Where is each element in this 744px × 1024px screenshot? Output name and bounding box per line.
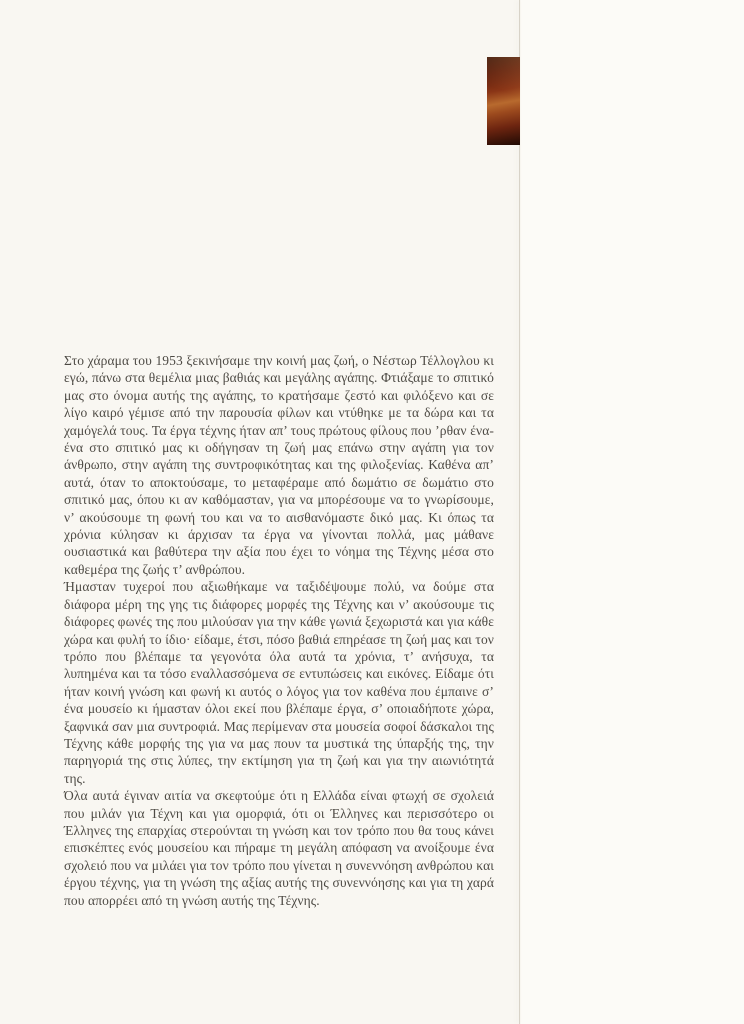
photo-fragment	[487, 57, 520, 145]
page-fold-area	[521, 0, 744, 1024]
paragraph-3: Όλα αυτά έγιναν αιτία να σκεφτούμε ότι η Ελλάδα είναι φτωχή σε σχολειά που μιλάν για Τέχνη και για ομορφιά, ότι οι Έλληνες και περισσότερο οι Έλληνες της επαρχίας στερούνται τη γνώση και τον τρόπο που θα τους κάνει επισκέπτες ενός μουσείου και πήραμε τη μεγάλη απόφαση να ανοίξουμε ένα σχολειό που να μιλάει για τον τρόπο που γίνεται η συνεννόηση ανθρώπου και έργου τέχνης, για τη γνώση της αξίας αυτής της συνεννόησης και για τη χαρά που απορρέει από τη γνώση αυτής της Τέχνης.	[64, 788, 494, 908]
page-fold-line	[519, 0, 520, 1024]
paragraph-1: Στο χάραμα του 1953 ξεκινήσαμε την κοινή μας ζωή, ο Νέστωρ Τέλλογλου κι εγώ, πάνω στα θεμέλια μιας βαθιάς και μεγάλης αγάπης. Φτιάξαμε το σπιτικό μας στο όνομα αυτής της αγάπης, το κρατήσαμε ζεστό και φιλόξενο και σε λίγο καιρό γέμισε από την παρουσία φίλων και ντύθηκε με τα δώρα και τα χαμόγελά τους. Τα έργα τέχνης ήταν απ’ τους πρώτους φίλους που ’ρθαν ένα-ένα στο σπιτικό μας κι οδήγησαν τη ζωή μας επάνω στην αγάπη για τον άνθρωπο, στην αγάπη της συντροφικότητας και της φιλοξενίας. Καθένα απ’ αυτά, όταν το αποκτούσαμε, το μεταφέραμε από δωμάτιο σε δωμάτιο στο σπιτικό μας, όπου κι αν καθόμασταν, για να μπορέσουμε να το γνωρίσουμε, ν’ ακούσουμε τη φωνή του και να το αισθανόμαστε δικό μας. Κι όπως τα χρόνια κύλησαν κι άρχισαν τα έργα να γίνονται πολλά, μας μάθανε ουσιαστικά και βαθύτερα την αξία που έχει το νόημα της Τέχνης μέσα στο καθεμέρα της ζωής τ’ ανθρώπου.	[64, 353, 494, 577]
text-block	[64, 352, 494, 909]
paragraph-2: Ήμασταν τυχεροί που αξιωθήκαμε να ταξιδέψουμε πολύ, να δούμε στα διάφορα μέρη της γης τις διάφορες μορφές της Τέχνης και ν’ ακούσουμε τις διάφορες φωνές της που μιλούσαν για την κάθε γωνιά ξεχωριστά και για κάθε χώρα και φυλή το ίδιο· είδαμε, έτσι, πόσο βαθιά επηρέασε τη ζωή μας και τον τρόπο που βλέπαμε τα γεγονότα όλα αυτά τα χρόνια, τ’ ανήσυχα, τα λυπημένα και τα τόσο εναλλασσόμενα σε εντυπώσεις και εικόνες. Είδαμε ότι ήταν κοινή γνώση και φωνή κι αυτός ο λόγος για τον καθένα που έμπαινε σ’ ένα μουσείο κι ήμασταν όλοι εκεί που βλέπαμε έργα, σ’ οποιαδήποτε χώρα, ξαφνικά σαν μια συντροφιά. Μας περίμεναν στα μουσεία σοφοί δάσκαλοι της Τέχνης κάθε μορφής της για να μας πουν τα μυστικά της ύπαρξής της, την παρηγοριά της στις λύπες, την εκτίμηση για τη ζωή και για την αιωνιότητά της.	[64, 579, 494, 786]
